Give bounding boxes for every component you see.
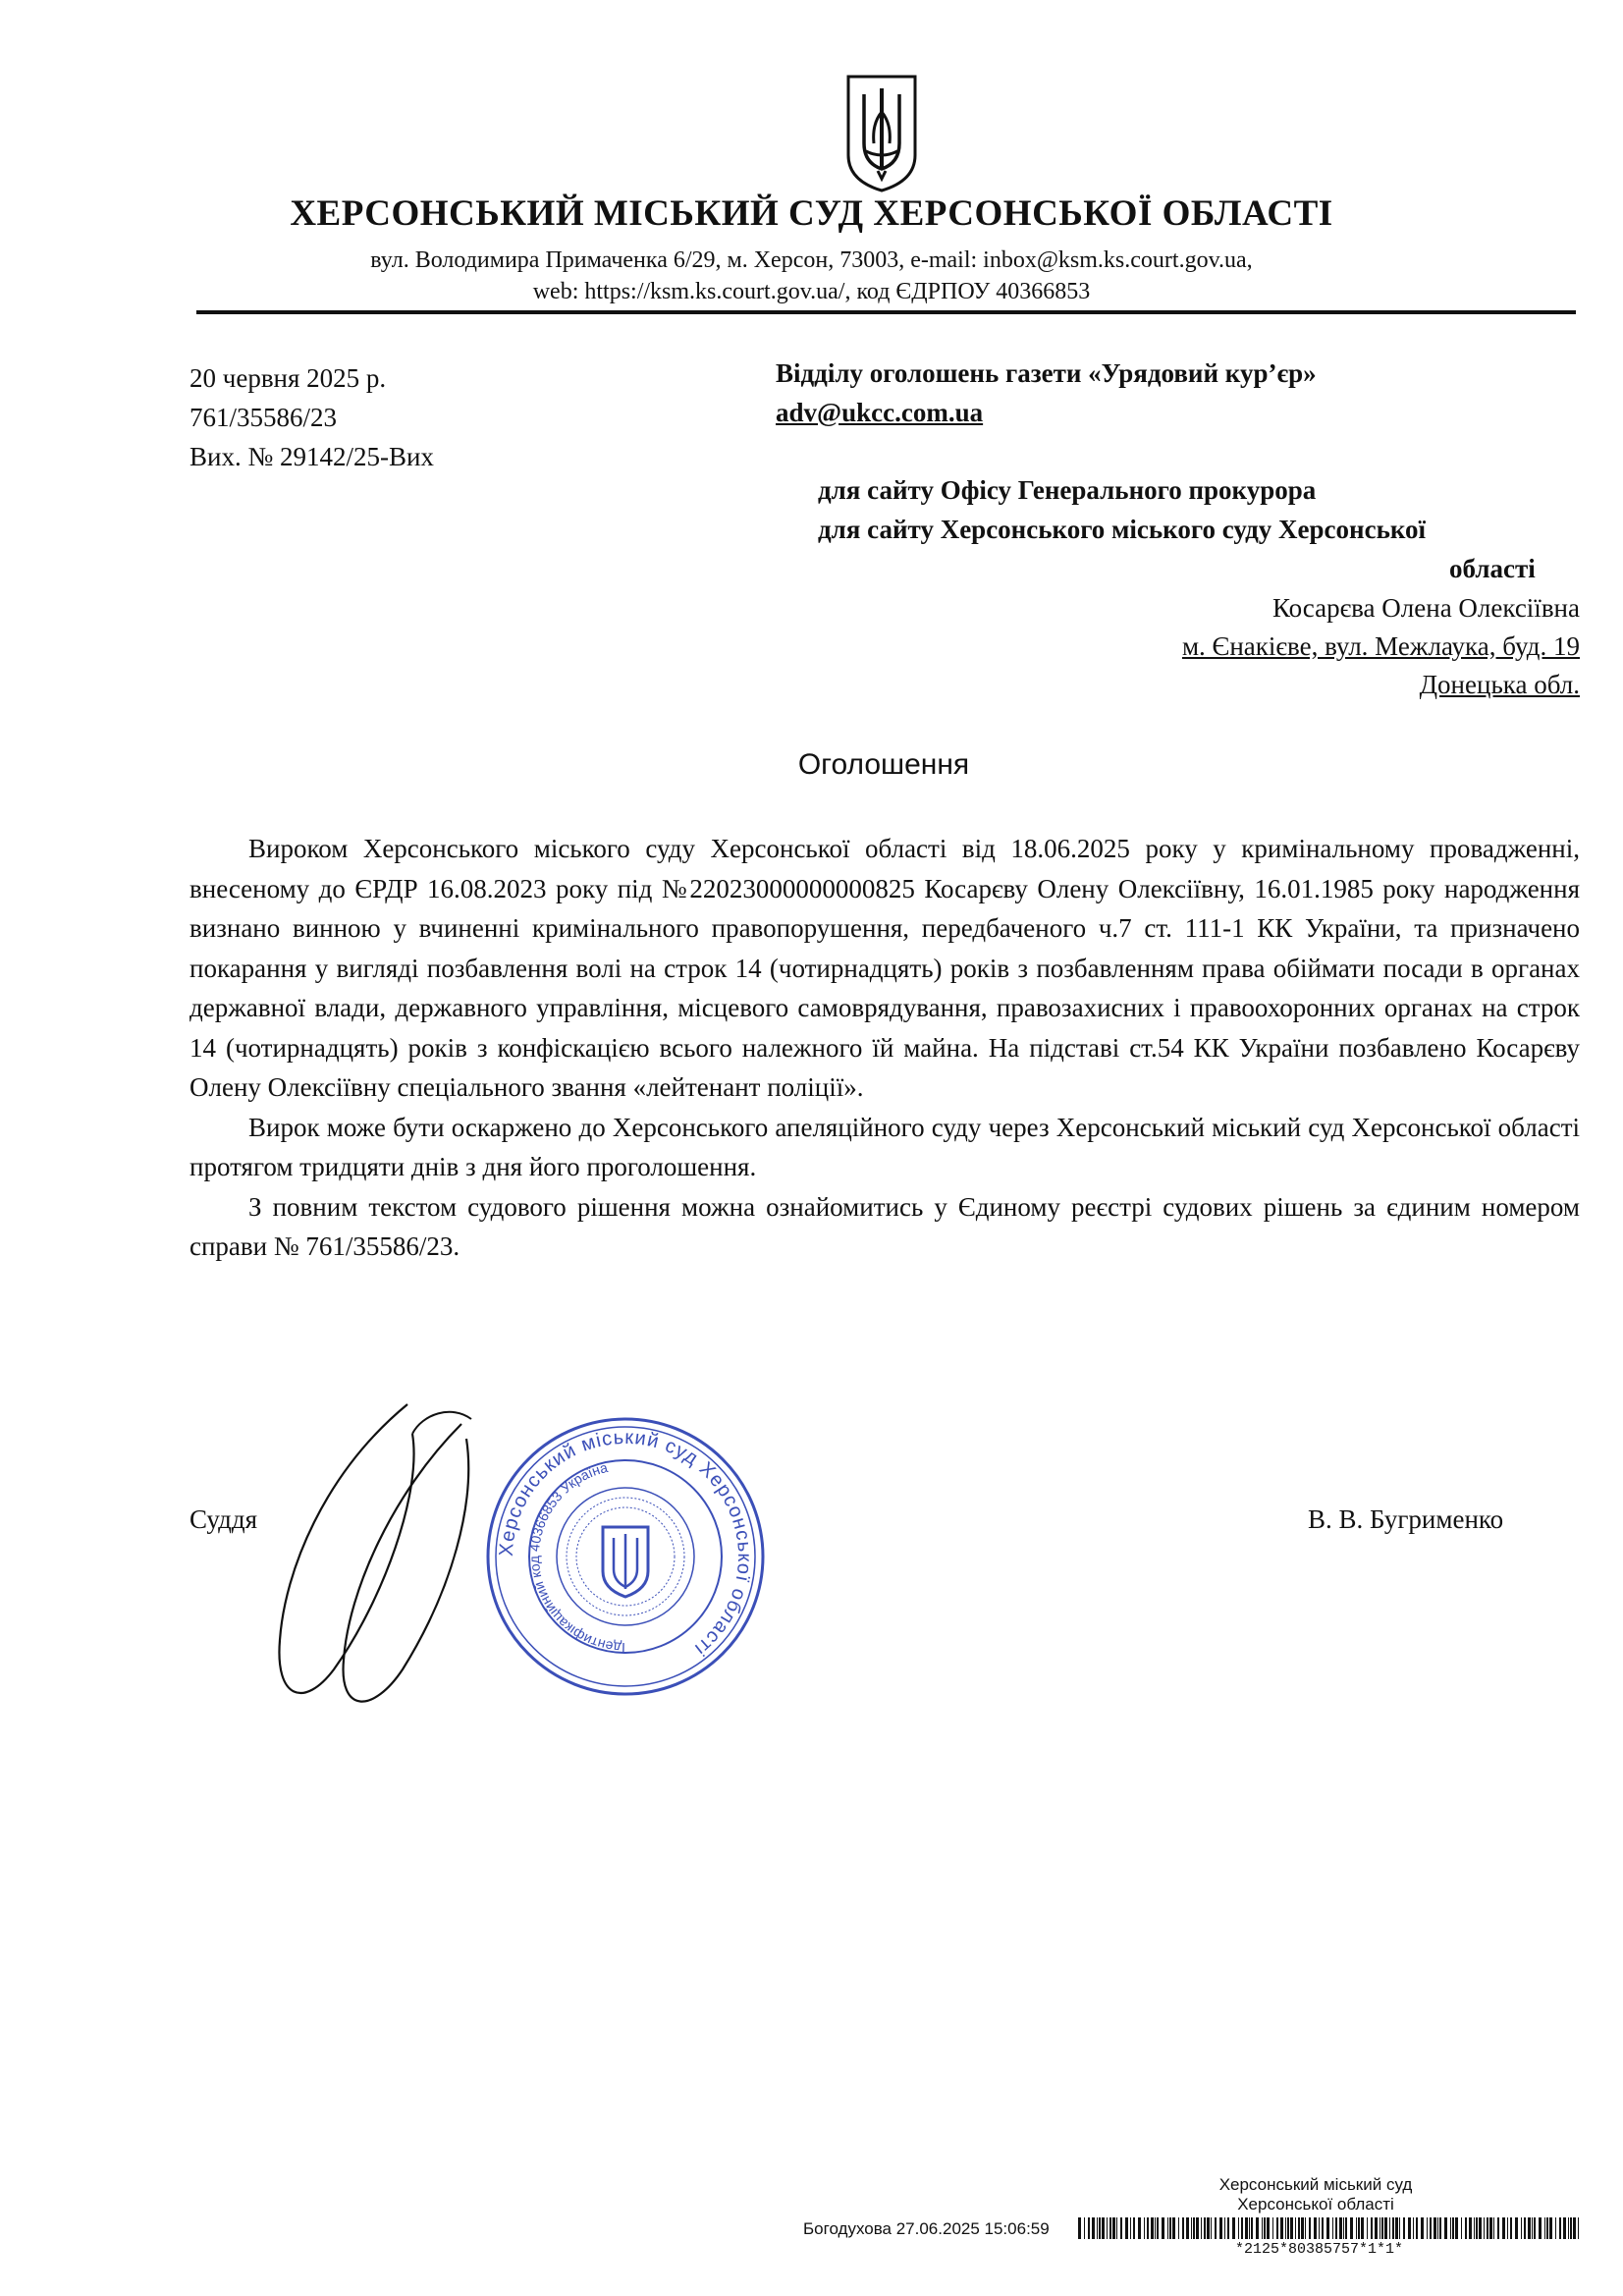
case-number: 761/35586/23 xyxy=(189,403,338,432)
person-name: Косарєва Олена Олексіївна xyxy=(1271,593,1580,623)
paragraph-appeal: Вирок може бути оскаржено до Херсонського апеляційного суду через Херсонський міський суд Херсонської області протягом тридцяти днів з дня його проголошення. xyxy=(189,1112,1580,1181)
coat-of-arms-icon xyxy=(842,73,921,194)
recipient-newspaper: Відділу оголошень газети «Урядовий кур’єр» xyxy=(776,358,1317,388)
judge-role: Суддя xyxy=(189,1504,258,1534)
paragraph-verdict: Вироком Херсонського міського суду Херсонської області від 18.06.2025 року у кримінальному провадженні, внесеному до ЄРДР 16.08.2023 року під №22023000000000825 Косарєву Олену Олексіївну, 16.01.1985 року народження визнано винною у вчиненні кримінального правопорушення, передбаченого ч.7 ст. 111-1 КК України, та призначено покарання у вигляді позбавлення волі на строк 14 (чотирнадцять) років з позбавленням права обіймати посади в органах державної влади, державного управління, місцевого самоврядування, правозахисних і правоохоронних органах на строк 14 (чотирнадцять) років з конфіскацією всього належного їй майна. На підставі ст.54 КК України позбавлено Косарєву Олену Олексіївну спеціального звання «лейтенант поліції». xyxy=(189,834,1580,1102)
announcement-heading: Оголошення xyxy=(797,748,970,781)
document-date: 20 червня 2025 р. xyxy=(189,363,387,393)
court-web: web: https://ksm.ks.court.gov.ua/, код ЄДРПОУ 40366853 xyxy=(532,279,1091,304)
header-divider xyxy=(196,310,1576,314)
outgoing-number: Вих. № 29142/25-Вих xyxy=(189,442,434,471)
registry-code: *2125*80385757*1*1* xyxy=(1235,2241,1404,2258)
recipient-court-site-cont: області xyxy=(1449,554,1536,583)
registry-barcode xyxy=(1078,2217,1581,2239)
announcement-body xyxy=(189,829,1580,1267)
registry-court-line2: Херсонської області xyxy=(1237,2195,1394,2214)
recipient-prosecutor: для сайту Офісу Генерального прокурора xyxy=(818,475,1317,505)
court-title: ХЕРСОНСЬКИЙ МІСЬКИЙ СУД ХЕРСОНСЬКОЇ ОБЛАСТІ xyxy=(290,193,1333,234)
handwritten-signature xyxy=(265,1394,491,1719)
registry-court-line1: Херсонський міський суд xyxy=(1218,2175,1413,2194)
court-address: вул. Володимира Примаченка 6/29, м. Херсон, 73003, e-mail: inbox@ksm.ks.court.gov.ua, xyxy=(370,247,1253,273)
recipient-court-site: для сайту Херсонського міського суду Херсонської xyxy=(818,515,1427,544)
svg-text:Херсонський міський суд Херсон: Херсонський міський суд Херсонської області xyxy=(495,1426,756,1661)
document-meta xyxy=(189,358,434,476)
paragraph-registry: З повним текстом судового рішення можна ознайомитись у Єдиному реєстрі судових рішень за єдиним номером справи № 761/35586/23. xyxy=(189,1191,1580,1261)
svg-text:Ідентифікаційний код 40366853: Ідентифікаційний код 40366853 Україна xyxy=(525,1459,626,1657)
registry-user-timestamp: Богодухова 27.06.2025 15:06:59 xyxy=(803,2219,1050,2238)
person-address: м. Єнакієве, вул. Межлаука, буд. 19 xyxy=(1181,631,1580,661)
court-seal xyxy=(483,1414,768,1699)
recipient-email[interactable]: adv@ukcc.com.ua xyxy=(776,398,984,427)
person-region: Донецька обл. xyxy=(1419,670,1580,699)
judge-name: В. В. Бугрименко xyxy=(1308,1504,1504,1534)
